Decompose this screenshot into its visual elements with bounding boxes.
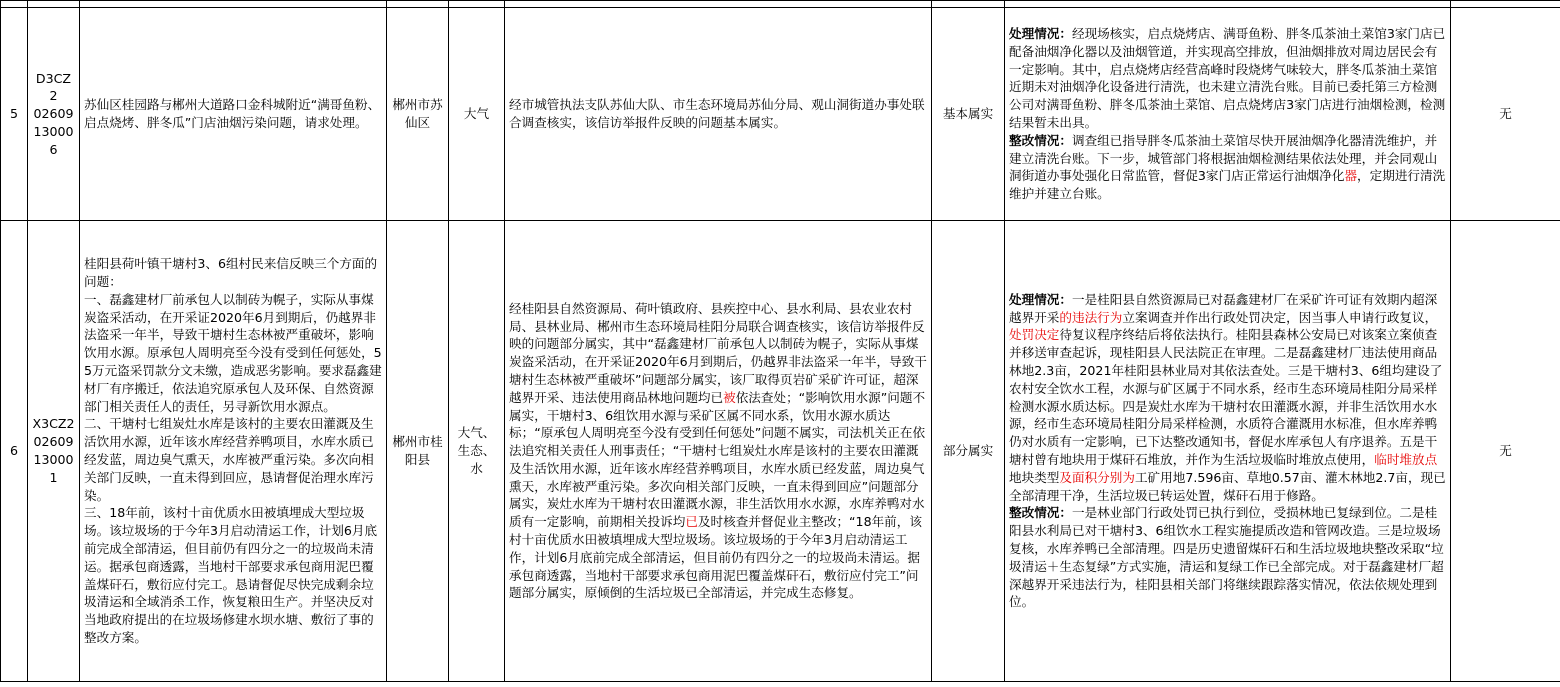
investigation-result: 经桂阳县自然资源局、荷叶镇政府、县疾控中心、县水利局、县农业农村局、县林业局、郴州市生态环境局桂阳分局联合调查核实，该信访举报件反映的问题部分属实，其中“磊鑫建材厂前承包人以制砖为幌子，实际从事煤炭盗采活动，在开采证2020年6月到期后，仍越界非法盗采一年半，导致干塘村生态林被严重破坏”问题部分属实，该厂取得页岩矿采矿许可证，超深越界开采、违法使用商品林地问题均已被依法查处；“影响饮用水源”问题不属实，干塘村3、6组饮用水源与采矿区属不同水系，饮用水源水质达标；“原承包人周明亮至今没有受到任何惩处”问题不属实，司法机关正在依法追究相关责任人刑事责任；“干塘村七组炭灶水库是该村的主要农田灌溉及生活饮用水源，近年该水库经营养鸭项目，水库水质已经发蓝，周边臭气熏天，水库被严重污染。多次向相关部门反映，一直未得到回应”问题部分属实，炭灶水库为干塘村农田灌溉水源，非生活饮用水水源，水库养鸭对水质有一定影响，前期相关投诉均已及时核查并督促业主整改；“18年前，该村十亩优质水田被填埋成大型垃圾场。该垃圾场的于今年3月启动清运工作，计划6月底前完成全部清运，但目前仍有四分之一的垃圾尚未清运。据承包商透露，当地村干部要求承包商用泥巴覆盖煤矸石，敷衍应付完工”问题部分属实，原倾倒的生活垃圾已全部清运，并完成生态修复。 [505, 221, 932, 682]
highlight-text: 处罚决定 [1009, 327, 1060, 343]
table-row-partial [1, 1, 1560, 8]
complaint-content: 桂阳县荷叶镇干塘村3、6组村民来信反映三个方面的问题： 一、磊鑫建材厂前承包人以制砖为幌子，实际从事煤炭盗采活动，在开采证2020年6月到期后，仍越界非法盗采一年半，导致干塘村生态林被严重破坏，影响饮用水源。原承包人周明亮至今没有受到任何惩处，55万元盗采罚款分文未缴，造成恶劣影响。要求磊鑫建材厂有序搬迁，依法追究原承包人及环保、自然资源部门相关责任人的责任，另寻新饮用水源点。 二、干塘村七组炭灶水库是该村的主要农田灌溉及生活饮用水源，近年该水库经营养鸭项目，水库水质已经发蓝，周边臭气熏天，水库被严重污染。多次向相关部门反映，一直未得到回应，恳请督促治理水库污染。 三、18年前，该村十亩优质水田被填埋成大型垃圾场。该垃圾场的于今年3月启动清运工作，计划6月底前完成全部清运，但目前仍有四分之一的垃圾尚未清运。据承包商透露，当地村干部要求承包商用泥巴覆盖煤矸石，敷衍应付完工。恳请督促尽快完成剩余垃圾清运和全域消杀工作，恢复粮田生产。并坚决反对当地政府提出的在垃圾场修建水坝水塘、敷衍了事的整改方案。 [80, 221, 387, 682]
case-id: D3CZ2 02609 13000 6 [28, 8, 80, 221]
table-row [1, 8, 1560, 221]
table-row [1, 221, 1560, 682]
handling-label: 处理情况： [1009, 26, 1072, 42]
handling-rectification: 处理情况：一是桂阳县自然资源局已对磊鑫建材厂在采矿许可证有效期内超深越界开采的违法行为立案调查并作出行政处罚决定，因当事人申请行政复议，处罚决定待复议程序终结后将依法执行。桂阳县森林公安局已对该案立案侦查并移送审查起诉，现桂阳县人民法院正在审理。二是磊鑫建材厂违法使用商品林地2.3亩，2021年桂阳县林业局对其依法查处。三是干塘村3、6组均建设了农村安全饮水工程，水源与矿区属于不同水系，经市生态环境局桂阳分局采样检测水源水质达标。四是炭灶水库为干塘村农田灌溉水源，并非生活饮用水水源，经市生态环境局桂阳分局采样检测，水质符合灌溉用水标准，但水库养鸭仍对水质有一定影响，已下达整改通知书，督促水库承包人有序退养。五是干塘村曾有地块用于煤矸石堆放，并作为生活垃圾临时堆放点使用，临时堆放点地块类型及面积分别为工矿用地7.596亩、草地0.57亩、灌木林地2.7亩，现已全部清理干净，生活垃圾已转运处置，煤矸石用于修路。 整改情况：一是林业部门行政处罚已执行到位，受损林地已复绿到位。二是桂阳县水利局已对干塘村3、6组饮水工程实施提质改造和管网改造。三是垃圾场复核，水库养鸭已全部清理。四是历史遗留煤矸石和生活垃圾地块整改采取“垃圾清运＋生态复绿”方式实施，清运和复绿工作已全部完成。对于磊鑫建材厂超深越界开采违法行为，桂阳县相关部门将继续跟踪落实情况，依法依规处理到位。 [1005, 221, 1451, 682]
complaint-content: 苏仙区桂园路与郴州大道路口金科城附近“满哥鱼粉、启点烧烤、胖冬瓜”门店油烟污染问题，请求处理。 [80, 8, 387, 221]
pollution-type: 大气、生态、水 [449, 221, 505, 682]
handling-label: 处理情况： [1009, 291, 1072, 307]
handling-text: 经现场核实，启点烧烤店、满哥鱼粉、胖冬瓜茶油土菜馆3家门店已配备油烟净化器以及油烟管道，并实现高空排放，但油烟排放对周边居民会有一定影响。其中，启点烧烤店经营高峰时段烧烤气味较大，胖冬瓜茶油土菜馆近期未对油烟净化设备进行清洗，也未建立清洗台账。目前已委托第三方检测公司对满哥鱼粉、胖冬瓜茶油土菜馆、启点烧烤店3家门店进行油烟检测，检测结果暂未出具。 [1009, 26, 1446, 130]
highlight-text: 器 [1344, 168, 1358, 184]
district: 郴州市桂阳县 [387, 221, 449, 682]
row-index: 5 [1, 8, 28, 221]
highlight-text: 已 [685, 514, 698, 530]
district: 郴州市苏仙区 [387, 8, 449, 221]
accountability: 无 [1451, 221, 1560, 682]
row-index: 6 [1, 221, 28, 682]
investigation-result: 经市城管执法支队苏仙大队、市生态环境局苏仙分局、观山洞街道办事处联合调查核实，该信访举报件反映的问题基本属实。 [505, 8, 932, 221]
highlight-text: 的违法行为 [1059, 309, 1123, 325]
verdict: 基本属实 [932, 8, 1005, 221]
highlight-text: 及面积分别为 [1059, 469, 1135, 485]
highlight-text: 被 [723, 389, 736, 405]
pollution-type: 大气 [449, 8, 505, 221]
highlight-text: 临时堆放点 [1374, 452, 1438, 467]
handling-rectification: 处理情况：经现场核实，启点烧烤店、满哥鱼粉、胖冬瓜茶油土菜馆3家门店已配备油烟净化器以及油烟管道，并实现高空排放，但油烟排放对周边居民会有一定影响。其中，启点烧烤店经营高峰时段烧烤气味较大，胖冬瓜茶油土菜馆近期未对油烟净化设备进行清洗，也未建立清洗台账。目前已委托第三方检测公司对满哥鱼粉、胖冬瓜茶油土菜馆、启点烧烤店3家门店进行油烟检测，检测结果暂未出具。 整改情况：调查组已指导胖冬瓜茶油土菜馆尽快开展油烟净化器清洗维护，并建立清洗台账。下一步，城管部门将根据油烟检测结果依法处理，并会同观山洞街道办事处强化日常监管，督促3家门店正常运行油烟净化器，定期进行清洗维护并建立台账。 [1005, 8, 1451, 221]
case-id: X3CZ2 02609 13000 1 [28, 221, 80, 682]
verdict: 部分属实 [932, 221, 1005, 682]
rectify-label: 整改情况： [1009, 132, 1072, 148]
accountability: 无 [1451, 8, 1560, 221]
rectify-label: 整改情况： [1009, 505, 1072, 521]
